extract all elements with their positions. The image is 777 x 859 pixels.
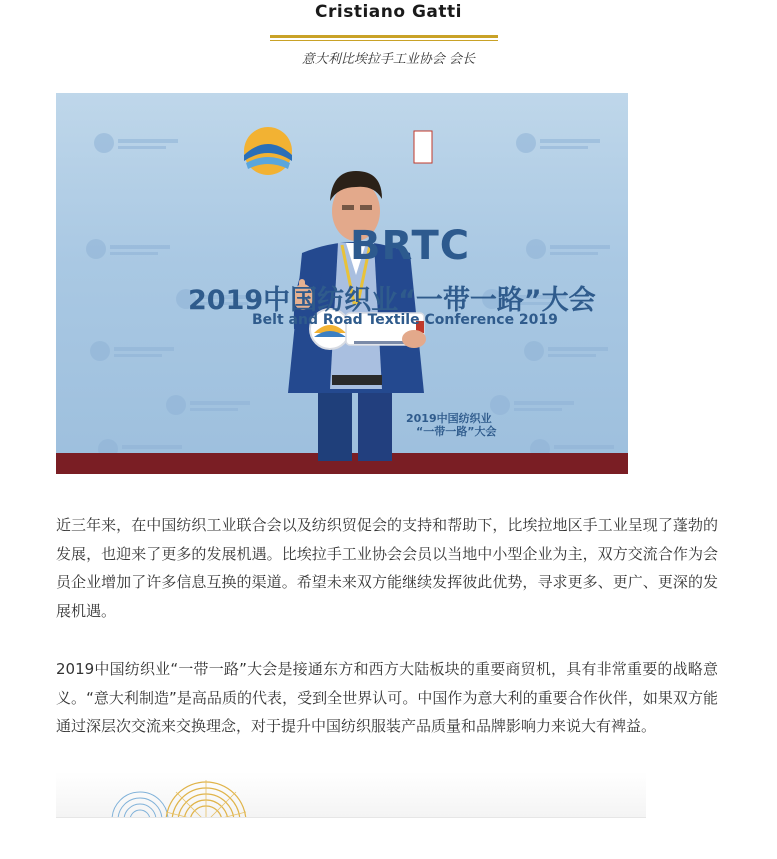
speaker-photo bbox=[56, 93, 628, 474]
decorative-bottom-banner bbox=[56, 772, 646, 818]
person-name: Cristiano Gatti bbox=[315, 2, 462, 22]
gold-divider-thin bbox=[270, 40, 498, 41]
backdrop-conference-title: 2019中国纺织业“一带一路”大会 bbox=[188, 285, 596, 316]
backdrop-conference-subtitle: Belt and Road Textile Conference 2019 bbox=[252, 312, 558, 328]
sunburst-decoration-icon bbox=[56, 772, 646, 817]
article-paragraph-2: 2019中国纺织业“一带一路”大会是接通东方和西方大陆板块的重要商贸机，具有非常重要的战略意义。“意大利制造”是高品质的代表，受到全世界认可。中国作为意大利的重要合作伙伴，如果双方能通过深层次交流来交换理念，对于提升中国纺织服装产品质量和品牌影响力来说大有裨益。 bbox=[56, 660, 718, 735]
article-paragraph-1: 近三年来，在中国纺织工业联合会以及纺织贸促会的支持和帮助下，比埃拉地区手工业呈现了蓬勃的发展，也迎来了更多的发展机遇。比埃拉手工业协会会员以当地中小型企业为主，双方交流合作为会员企业增加了许多信息互换的渠道。希望未来双方能继续发挥彼此优势，寻求更多、更广、更深的发展机遇。 bbox=[56, 516, 718, 620]
brtc-logo-text: BRTC bbox=[350, 223, 471, 269]
sign-text-line2: “一带一路”大会 bbox=[416, 425, 497, 438]
sign-text-line1: 2019中国纺织业 bbox=[406, 412, 492, 425]
person-title: 意大利比埃拉手工业协会 会长 bbox=[301, 52, 476, 67]
gold-divider-thick bbox=[270, 35, 498, 38]
